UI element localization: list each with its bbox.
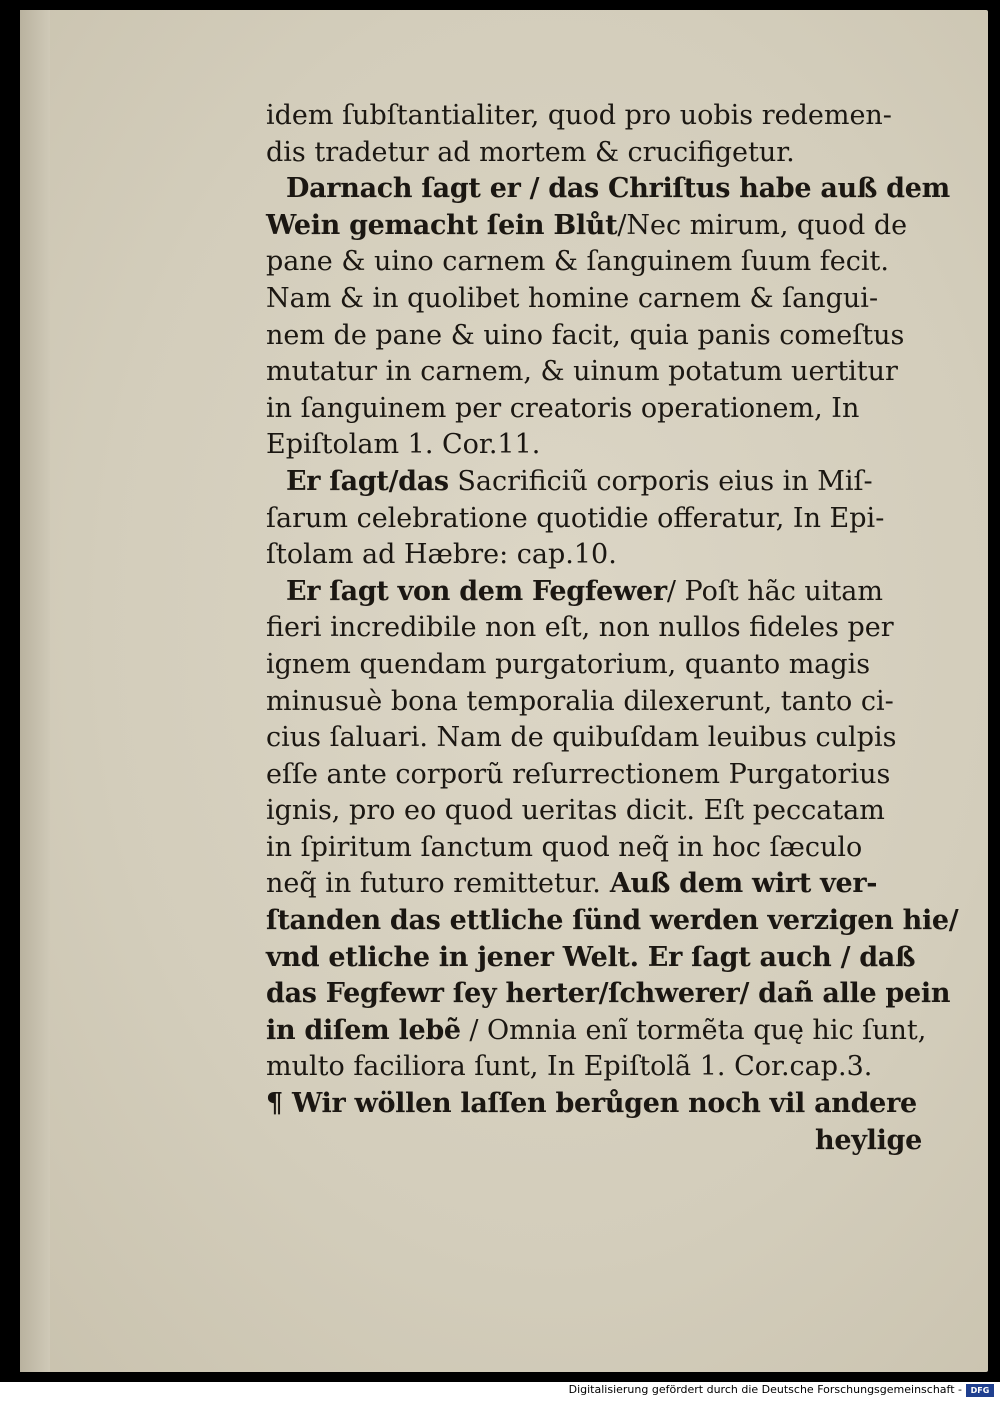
latin-text: pane & uino carnem & ſanguinem ſuum fecit. (266, 246, 889, 278)
blackletter-text: Er ſagt/das (286, 465, 449, 497)
text-line (266, 244, 936, 281)
text-line (266, 830, 936, 867)
latin-text: ſarum celebratione quotidie offeratur, In Epi- (266, 502, 885, 534)
latin-text: nem de pane & uino facit, quia panis comeſtus (266, 319, 905, 351)
latin-text: Epiſtolam 1. Cor.11. (266, 429, 541, 461)
latin-text: idem ſubſtantialiter, quod pro uobis redemen- (266, 100, 892, 131)
text-line (266, 903, 959, 940)
text-line (266, 866, 936, 903)
text-line (266, 537, 936, 574)
blackletter-text: Auß dem wirt ver- (600, 868, 878, 900)
latin-text: minusuè bona temporalia dilexerunt, tanto ci- (266, 685, 894, 717)
text-line (266, 354, 936, 391)
text-line (266, 610, 936, 647)
text-line (266, 1086, 936, 1123)
text-line (266, 647, 936, 684)
blackletter-text: vnd etliche in jener Welt. Er ſagt auch / daß (266, 941, 916, 973)
latin-text: dis tradetur ad mortem & crucifigetur. (266, 136, 795, 168)
text-line (266, 1049, 936, 1086)
text-line (266, 135, 936, 172)
latin-text: Sacrificiũ corporis eius in Miſ- (448, 465, 873, 497)
text-line (266, 1013, 936, 1050)
scanned-page (20, 10, 988, 1372)
text-line (266, 281, 936, 318)
latin-text: in ſpiritum ſanctum quod neq̃ in hoc ſæculo (266, 831, 863, 863)
catchword: heylige (815, 1124, 922, 1156)
text-line (266, 171, 950, 208)
text-line (266, 757, 936, 794)
latin-text: Nam & in quolibet homine carnem & ſangui- (266, 282, 879, 314)
blackletter-text: in diſem lebẽ (266, 1014, 461, 1046)
blackletter-text: ¶ Wir wöllen laſſen berůgen noch vil andere (266, 1088, 917, 1120)
latin-text: ſtolam ad Hæbre: cap.10. (266, 539, 617, 571)
text-line (266, 501, 936, 538)
text-line (266, 976, 951, 1013)
latin-text: / Poſt hãc uitam (666, 575, 884, 607)
latin-text: ignem quendam purgatorium, quanto magis (266, 648, 871, 680)
dfg-logo-icon: DFG (966, 1384, 994, 1397)
footer-credit: Digitalisierung gefördert durch die Deutsche Forschungsgemeinschaft - (568, 1383, 962, 1396)
latin-text: ignis, pro eo quod ueritas dicit. Eſt peccatam (266, 795, 885, 827)
text-line (266, 427, 936, 464)
page-spine-shadow (20, 10, 50, 1372)
text-block (266, 98, 959, 1159)
text-line (266, 940, 936, 977)
blackletter-text: das Fegfewr ſey herter/ſchwerer/ dañ alle pein (266, 978, 951, 1010)
text-line (266, 391, 936, 428)
text-line (266, 684, 936, 721)
text-line (266, 318, 936, 355)
latin-text: multo faciliora ſunt, In Epiſtolã 1. Cor.cap.3. (266, 1051, 873, 1083)
latin-text: neq̃ in futuro remittetur. (266, 868, 601, 900)
footer-bar (0, 1382, 1000, 1401)
text-line (266, 793, 936, 830)
text-line (266, 98, 936, 135)
latin-text: eſſe ante corporũ reſurrectionem Purgatorius (266, 758, 891, 790)
blackletter-text: Wein gemacht ſein Blůt (266, 209, 618, 241)
latin-text: cius ſaluari. Nam de quibuſdam leuibus culpis (266, 722, 897, 754)
latin-text: fieri incredibile non eſt, non nullos fideles per (266, 612, 894, 644)
latin-text: / Omnia enĩ tormẽta quę hic ſunt, (460, 1014, 927, 1046)
latin-text: mutatur in carnem, & uinum potatum uertitur (266, 356, 898, 388)
blackletter-text: Darnach ſagt er / das Chriſtus habe auß dem (286, 173, 950, 205)
latin-text: /Nec mirum, quod de (617, 209, 908, 241)
text-line (266, 574, 936, 611)
text-line (266, 208, 936, 245)
blackletter-text: ſtanden das ettliche ſünd werden verzigen hie/ (266, 905, 959, 937)
blackletter-text: Er ſagt von dem Fegfewer (286, 575, 667, 607)
text-line (266, 464, 936, 501)
text-line (266, 720, 936, 757)
latin-text: in ſanguinem per creatoris operationem, In (266, 392, 860, 424)
